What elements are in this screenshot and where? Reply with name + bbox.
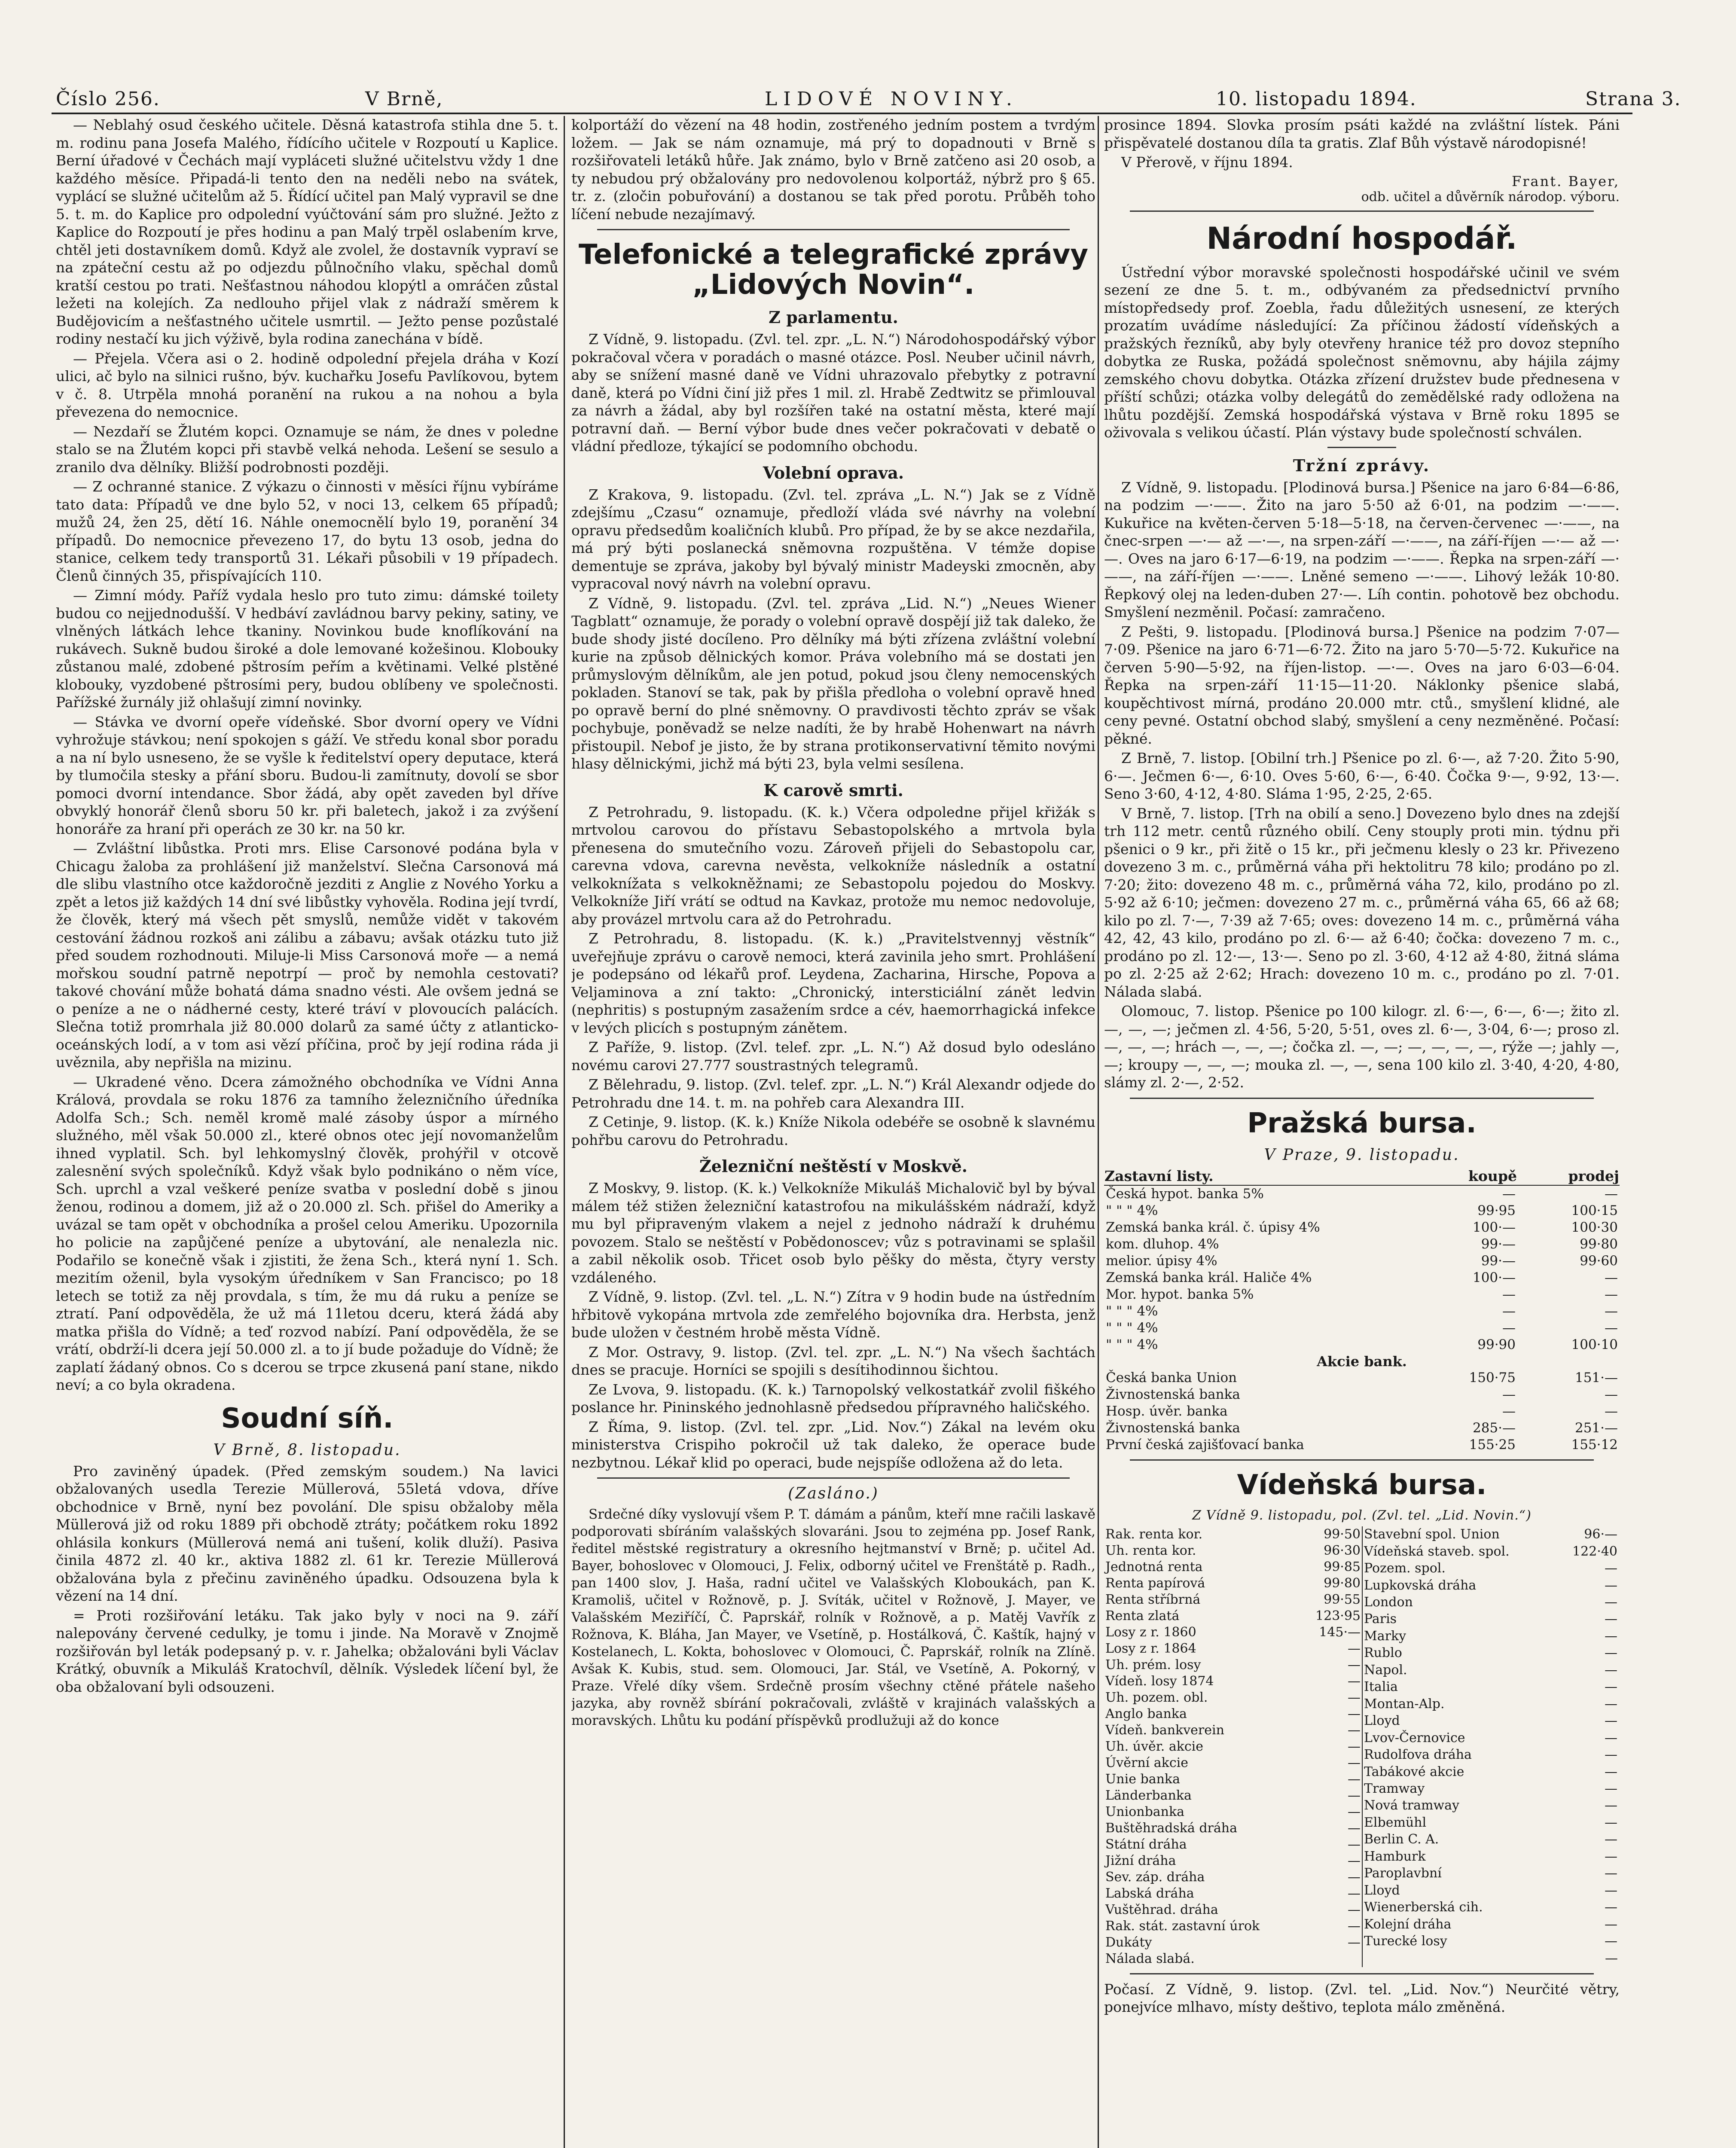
article-cetinje: Z Cetinje, 9. listop. (K. k.) Kníže Nikola odebéře se osobně k slavnému pohřbu carovu do Petrohradu.: [571, 1114, 1095, 1148]
vienna-right-row-v: —: [1605, 1883, 1617, 1898]
vienna-right-row: [1362, 1814, 1619, 1831]
zaslano-head: (Zasláno.): [788, 1485, 879, 1502]
vienna-right-row-name: Vídeňská staveb. spol.: [1364, 1544, 1510, 1559]
vienna-right-row-v: —: [1605, 1696, 1617, 1712]
vienna-right-row: [1362, 1865, 1619, 1882]
prague-quote-row-name: Zemská banka král. Haliče 4%: [1106, 1269, 1312, 1285]
vienna-left-row: [1104, 1739, 1362, 1755]
vienna-left-row-name: Jižní dráha: [1105, 1853, 1176, 1868]
vienna-left-row-v: —: [1348, 1918, 1361, 1934]
vienna-right-row-v: —: [1605, 1832, 1617, 1847]
vienna-right-row: [1362, 1882, 1619, 1899]
article-stavka-opera: — Stávka ve dvorní opeře vídeňské. Sbor dvorní opery ve Vídni vyhrožuje stávkou; není spokojen s gáží. Ve středu konal sbor poradu a na ní bylo usneseno, že se vyšle k ředitelství opery deputace, která by tlumočila stesky a přání sboru. Budou-li zamítnuty, dovolí se sbor pomoci dvorní intendance. Sbor žádá, aby opět zaveden byl dříve obvyklý honorář členů sboru 50 kr. při baletech, jakož i za zvýšení honoráře za hraní při operách ze 30 kr. na 50 kr.: [56, 713, 558, 837]
vienna-right-row-name: Elbemühl: [1364, 1815, 1427, 1830]
vienna-right-row: [1362, 1899, 1619, 1916]
vienna-right-row: [1362, 1764, 1619, 1780]
bank-share-row: [1104, 1370, 1620, 1386]
vienna-left-row: [1104, 1575, 1362, 1592]
article-belehrad: Z Bělehradu, 9. listop. (Zvl. telef. zpr. „L. N.“) Král Alexandr odjede do Petrohradu dne 14. t. m. na pohřeb cara Alexandra III.: [571, 1076, 1095, 1111]
column-rule-1: [564, 116, 565, 2148]
vienna-right-row: [1362, 1950, 1619, 1967]
vienna-right-row-name: Napol.: [1364, 1662, 1407, 1678]
vienna-left-row-v: —: [1348, 1771, 1361, 1787]
bank-share-row: [1104, 1386, 1620, 1403]
vienna-right-row-name: Italia: [1364, 1679, 1398, 1695]
vienna-right-row-name: Berlin C. A.: [1364, 1832, 1439, 1847]
prague-quote-row-sell: —: [1605, 1303, 1618, 1319]
vienna-left-row-name: Labská dráha: [1105, 1886, 1194, 1901]
vienna-right-row-name: Tabákové akcie: [1364, 1764, 1464, 1779]
prague-quote-row: [1104, 1219, 1620, 1236]
vienna-left-row: [1104, 1820, 1362, 1837]
vienna-right-row-v: —: [1605, 1730, 1617, 1745]
page-number: Strana 3.: [1585, 88, 1681, 110]
issue-number: Číslo 256.: [56, 88, 160, 110]
vienna-right-row-name: Lupkovská dráha: [1364, 1577, 1477, 1593]
article-petrohrad-2: Z Petrohradu, 8. listopadu. (K. k.) „Pravitelstvennyj věstník“ uveřejňuje zprávu o carově nemoci, která zavinila jeho smrt. Prohlášení je podepsáno od lékařů prof. Leydena, Zacharina, Hirsche, Popova a Veljaminova a zní takto: „Chronický, intersticiální zánět ledvin (nephritis) s postupným zasažením srdce a cév, haemorrhagická infekce v levých plicích s postupným zánětem.: [571, 930, 1095, 1036]
prague-quote-row-buy: 99·90: [1477, 1336, 1516, 1352]
vienna-left-row-v: —: [1348, 1641, 1361, 1656]
vienna-left-row-name: Vídeň. bankverein: [1105, 1722, 1224, 1738]
vienna-right-row: [1362, 1712, 1619, 1729]
vienna-right-row: [1362, 1526, 1619, 1543]
vienna-left-row-name: Rak. renta kor.: [1105, 1526, 1203, 1542]
header-city: V Brně,: [365, 88, 443, 110]
vienna-right-row: [1362, 1848, 1619, 1865]
vienna-right-row-v: —: [1605, 1561, 1617, 1576]
vienna-left-row: [1104, 1526, 1362, 1543]
signature-name: Frant. Bayer,: [1512, 173, 1620, 189]
vienna-right-row-name: Paroplavbní: [1364, 1866, 1442, 1881]
prague-quote-row: [1104, 1336, 1620, 1353]
article-vieden-herbst: Z Vídně, 9. listop. (Zvl. tel. „L. N.“) Zítra v 9 hodin bude na ústředním hřbitově vykopána mrtvola zde zemřelého bojovníka dra. Herbsta, jenž bude uložen v čestném hrobě města Vídně.: [571, 1288, 1095, 1341]
bank-share-row-sell: 151·—: [1574, 1370, 1618, 1385]
vienna-right-row-v: 122·40: [1572, 1544, 1617, 1559]
vienna-left-row-name: Uh. úvěr. akcie: [1105, 1739, 1204, 1754]
separator: [597, 229, 1070, 230]
vienna-left-row-name: Losy z r. 1860: [1105, 1624, 1196, 1640]
column-3: [1104, 116, 1620, 2148]
vienna-left-row-name: Sev. záp. dráha: [1105, 1869, 1205, 1885]
vienna-left-row: [1104, 1641, 1362, 1657]
vienna-left-row: [1104, 1771, 1362, 1788]
videnska-bursa-title: Vídeňská bursa.: [1237, 1469, 1487, 1501]
article-ostrava: Z Mor. Ostravy, 9. listop. (Zvl. tel. zpr. „L. N.“) Na všech šachtách dnes se pracuje. Horníci se spojili s desítihodinnou šichtou.: [571, 1343, 1095, 1378]
masthead: LIDOVÉ NOVINY.: [765, 88, 1018, 110]
prague-quote-row-buy: —: [1502, 1320, 1516, 1336]
vienna-left-row-v: —: [1348, 1804, 1361, 1819]
prazska-bursa-title: Pražská bursa.: [1247, 1107, 1477, 1139]
prague-quote-row-sell: —: [1605, 1269, 1618, 1285]
vienna-left-row: [1104, 1853, 1362, 1869]
vienna-right-table: [1362, 1526, 1620, 1967]
vienna-right-row: [1362, 1746, 1619, 1763]
vienna-right-row-v: —: [1605, 1577, 1617, 1593]
vienna-left-table: [1104, 1526, 1362, 1967]
prague-quote-row-sell: 99·80: [1580, 1236, 1618, 1252]
vienna-left-row-v: —: [1348, 1788, 1361, 1803]
vienna-right-row-v: —: [1605, 1934, 1617, 1949]
bank-share-row-name: Živnostenská banka: [1106, 1386, 1240, 1402]
prague-quote-row: [1104, 1320, 1620, 1336]
vienna-left-row-v: —: [1348, 1690, 1361, 1705]
vienna-right-row-name: London: [1364, 1595, 1413, 1610]
subhead-parlament: Z parlamentu.: [769, 308, 898, 327]
column-2: [571, 116, 1095, 2148]
col-head-name: Zastavní listy.: [1104, 1167, 1415, 1185]
prague-quote-row-sell: 100·30: [1571, 1219, 1618, 1235]
vienna-right-row: [1362, 1730, 1619, 1746]
column-rule-2: [1098, 116, 1099, 2148]
prague-quote-row-sell: 99·60: [1580, 1253, 1618, 1269]
vienna-right-row-v: —: [1605, 1628, 1617, 1644]
prague-quote-row-name: Zemská banka král. č. úpisy 4%: [1106, 1219, 1320, 1235]
vienna-right-row-name: Lloyd: [1364, 1713, 1400, 1729]
vienna-left-row-name: Rak. stát. zastavní úrok: [1105, 1918, 1260, 1934]
vienna-right-row-v: —: [1605, 1849, 1617, 1864]
article-lvov: Ze Lvova, 9. listopadu. (K. k.) Tarnopolský velkostatkář zvolil fiškého poslance hr. Pininského jednohlasně předsedou přípravného haličského.: [571, 1381, 1095, 1416]
vienna-right-row-name: Paris: [1364, 1611, 1397, 1627]
bank-share-row-buy: 150·75: [1469, 1370, 1516, 1385]
bank-share-row-name: Živnostenská banka: [1106, 1420, 1240, 1436]
vienna-left-row-name: Státní dráha: [1105, 1837, 1187, 1852]
bank-share-row-sell: —: [1605, 1386, 1618, 1402]
soudni-sin-dateline: V Brně, 8. listopadu.: [213, 1441, 401, 1459]
vienna-left-row-v: [1299, 1951, 1362, 1967]
prague-quote-row-name: " " " 4%: [1106, 1202, 1158, 1218]
market-brno-2: V Brně, 7. listop. [Trh na obilí a seno.] Dovezeno bylo dnes na zdejší trh 112 metr. centů různého obilí. Ceny stouply proti min. týdnu při pšenici o 9 kr., při žitě o 15 kr., při ječmenu klesly o 23 kr. Přivezeno dovezeno 3 m. c., průměrná váha při hektolitru 78 kilo; prodáno po zl. 7·20; žito: dovezeno 48 m. c., průměrná váha 72, kilo, prodáno po zl. 5·92 až 6·10; ječmen: dovezeno 27 m. c., průměrná váha 65, 66 až 68; kilo po zl. 7·—, 7·39 až 7·65; oves: dovezeno 14 m. c., průměrná váha 42, 42, 43 kilo, prodáno po zl. 6·— až 6·40; čočka: dovezeno 7 m. c., prodáno po zl. 12·—, 13·—. Seno po zl. 3·60, 4·12 až 4·80, žitná sláma po zl. 2·25 až 2·62; Hrach: dovezeno 10 m. c., prodáno po zl. 7·01. Nálada slabá.: [1104, 805, 1620, 1000]
vienna-left-row: [1104, 1608, 1362, 1624]
vienna-left-row: [1104, 1918, 1362, 1934]
article-petrohrad-1: Z Petrohradu, 9. listopadu. (K. k.) Včera odpoledne přijel křižák s mrtvolou carovou do přístavu Sebastopolského a mrtvola byla přenesena do smutečního vozu. Zároveň přijeli do Sebastopolu car, carevna vdova, carevna nevěsta, velkokníže následník a ostatní velkoknížata s velkokněžnami; ze Sebastopolu pojedou do Moskvy. Velkokníže Jiří vrátí se odtud na Kavkaz, protože mu nemoc nedovoluje, aby provázel mrtvolu cara až do Petrohradu.: [571, 803, 1095, 928]
vienna-left-row-name: Anglo banka: [1105, 1706, 1187, 1721]
vienna-right-row-v: —: [1605, 1679, 1617, 1695]
vienna-right-row: [1362, 1831, 1619, 1848]
vienna-left-row-v: —: [1348, 1820, 1361, 1836]
market-vieden: Z Vídně, 9. listopadu. [Plodinová bursa.] Pšenice na jaro 6·84—6·86, na podzim —·——. Žito na jaro 5·50 až 6·01, na podzim —·——. Kukuřice na květen-červen 5·18—5·18, na červen-červenec —·——, na čnec-srpen —·— až —·—, na srpen-září —·——, na září-říjen —·— až —·—. Oves na jaro 6·17—6·19, na podzim —·——. Řepka na srpen-září —·——, na září-říjen —·——. Lněné semeno —·——. Lihový ležák 10·80. Řepkový olej na leden-duben 27·—. Líh contin. pohotově bez obchodu. Smyšlení nezměnil. Počasí: zamračeno.: [1104, 479, 1620, 620]
prague-quote-row-sell: 100·15: [1571, 1202, 1618, 1218]
subhead-carove: K carově smrti.: [763, 780, 903, 800]
vienna-right-row: [1362, 1696, 1619, 1712]
bank-share-row: [1104, 1403, 1620, 1420]
vienna-left-row-name: Uh. prém. losy: [1105, 1657, 1201, 1672]
signature-title: odb. učitel a důvěrník národop. výboru.: [1361, 189, 1620, 204]
header-rule: [52, 113, 1632, 114]
soudni-sin-title: Soudní síň.: [221, 1402, 394, 1434]
vienna-left-row-v: 99·50: [1324, 1526, 1361, 1542]
vienna-left-row-name: Renta stříbrná: [1105, 1592, 1201, 1607]
vienna-right-row-v: —: [1605, 1781, 1617, 1797]
article-moskva: Z Moskvy, 9. listop. (K. k.) Velkokníže Mikuláš Michalovič byl by býval málem též stižen železniční katastrofou na mikulášském nádraží, když mu byl připraveným vlakem a nejel z jednoho nádraží k druhému povozem. Stalo se neštěstí v Pobědonoscev; vůz s potravinami se splašil a zabil několik osob. Třicet osob bylo pěšky do města, čtyry versty vzdáleného.: [571, 1180, 1095, 1286]
article-vieden-volby: Z Vídně, 9. listopadu. (Zvl. tel. zpráva „Lid. N.“) „Neues Wiener Tagblatt“ oznamuje, že porady o volební opravě dospějí již tak daleko, že bude shody jisté docíleno. Pro dělníky má býti zřízena zvláštní volební kurie na způsob dělnických komor. Práva volebního má se dostati jen průmyslovým dělníkům, ale jen potud, pokud jsou členy nemocenských pokladen. Stanoví se tak, pak by přišla předloha o volební opravě hned po opravě berní do plné sněmovny. O pravdivosti těchto zpráv se však pochybuje, poněvadž se nelze nadíti, že by hrabě Hohenwart na návrh přistoupil. Nebof je jisto, že by strana protikonservativní těmito novými hlasy dělnickými, jichž má býti 23, byla velmi sesílena.: [571, 595, 1095, 772]
market-pest: Z Pešti, 9. listopadu. [Plodinová bursa.] Pšenice na podzim 7·07—7·09. Pšenice na jaro 6·71—6·72. Žito na jaro 5·70—5·72. Kukuřice na červen 5·90—5·92, na říjen-listop. —·—. Oves na jaro 6·03—6·04. Řepka na srpen-září 11·15—11·20. Náklonky pšenice slabá, koupěchtivost mírná, prodáno 20.000 mtr. ctů., smyšlení klidné, ale ceny pevné. Ostatní obchod slabý, smyšlení a ceny nezměněné. Počasí: pěkné.: [1104, 623, 1620, 747]
vienna-right-row-v: —: [1605, 1900, 1617, 1915]
vienna-right-row-name: Marky: [1364, 1628, 1406, 1644]
article-zaslano: Srdečné díky vyslovují všem P. T. dámám a pánům, kteří mne račili laskavě podporovati sbíráním valašských slovaráni. Jsou to zejména pp. Josef Rank, ředitel městské registratury a okresního hejtmanství v Brně; p. učitel Ad. Bayer, bohoslovec v Olomouci, J. Felix, odborný učitel ve Frenštátě p. Radh., pan 1400 slov, J. Haša, radní učitel ve Valašských Kloboukách, pan K. Kramoliš, učitel v Rožnově, p. J. Svíták, učitel v Rožnově, J. Mayer, ve Valašském Meziříčí, Č. Paprskář, rolník v Rožnově, a p. Matěj Vavřík z Rožnova, K. Bláha, Jan Mayer, ve Vsetíně, p. Hostálková, Č. Kaštík, hajný v Kostelanech, L. Kokta, bohoslovec v Olomouci, Č. Paprskář, rolník na Zlíně. Avšak K. Kubis, stud. sem. Olomouci, Jar. Stál, ve Vsetíně, A. Pokorný, v Praze. Vřelé díky všem. Srdečně prosím všechny ctěné přátele našeho jazyka, aby rovněž sbírání pokračovali, zvláště v krajinách valašských a moravských. Lhůtu ku podání příspěvků prodlužuji až do konce: [571, 1507, 1095, 1728]
vienna-left-row: [1104, 1592, 1362, 1608]
article-zimni-mody: — Zimní módy. Paříž vydala heslo pro tuto zimu: dámské toilety budou co nejjednodušší. V hedbáví zavládnou barvy pekiny, satiny, ve vlněných látkách lehce tkaniny. Novinkou bude knoflíkování na rukávech. Sukně budou široké a dole lemované kožešinou. Klobouky zůstanou malé, zdobené pštrosím peřím a květinami. Velké plstěné klobouky, vyzdobené pštrosími pery, budou oblíbeny ve společnosti. Pařížské žurnály již ohlašují zimní novinky.: [56, 587, 558, 711]
vienna-right-row-name: Montan-Alp.: [1364, 1696, 1445, 1712]
vienna-left-row-v: 145·—: [1319, 1624, 1361, 1640]
narodni-hospodar-title: Národní hospodář.: [1206, 220, 1517, 256]
vienna-left-row: [1104, 1624, 1362, 1641]
vienna-right-row-v: —: [1605, 1866, 1617, 1881]
vienna-right-row-v: —: [1605, 1595, 1617, 1610]
vienna-right-row-v: —: [1605, 1611, 1617, 1627]
article-bayer-cont: prosince 1894. Slovka prosím psáti každé na zvláštní lístek. Páni přispěvatelé dostanou díla ta gratis. Zlaf Bůh výstavě národopisné!: [1104, 116, 1620, 151]
article-letaky: = Proti rozšiřování letáku. Tak jako byly v noci na 9. září nalepovány červené cedulky, je tomu i jinde. Na Moravě v Znojmě rozšiřován byl leták podepsaný p. v. r. Jahelka; obžalováni byli Václav Krátký, obuvník a Mikuláš Kratochvíl, dělník. Výsledek líčení byl, že oba obžalovaní byli odsouzeni.: [56, 1607, 558, 1695]
vienna-left-row-v: 99·85: [1324, 1559, 1361, 1574]
prague-quote-row: [1104, 1236, 1620, 1253]
vienna-left-row-name: Renta papírová: [1105, 1575, 1205, 1591]
vienna-right-row-name: [1362, 1950, 1556, 1967]
vienna-right-row-name: Rudolfova dráha: [1364, 1747, 1472, 1763]
vienna-left-row: [1104, 1902, 1362, 1918]
weather-report: Počasí. Z Vídně, 9. listop. (Zvl. tel. „Lid. Nov.“) Neurčité větry, ponejvíce mlhavo, místy deštivo, teplota málo změněná.: [1104, 1980, 1620, 2015]
article-parlament: Z Vídně, 9. listopadu. (Zvl. tel. zpr. „L. N.“) Národohospodářský výbor pokračoval včera v poradách o masné otázce. Posl. Neuber učinil návrh, aby se snížení masné daně ve Vídni uhrazovalo přebytky z potravní daně, která po Vídni činí již přes 1 mil. zl. Hrabě Zedtwitz se přimlouval za návrh a žádal, aby byl rozšířen také na ostatní města, které mají potravní daň. — Berní výbor bude dnes večer pokračovati v debatě o vládní předloze, týkající se podomního obchodu.: [571, 331, 1095, 455]
bank-share-row-buy: 285·—: [1472, 1420, 1516, 1436]
vienna-left-row-v: —: [1348, 1934, 1361, 1950]
vienna-left-row-name: Losy z r. 1864: [1105, 1641, 1196, 1656]
issue-date: 10. listopadu 1894.: [1216, 88, 1417, 110]
vienna-left-row-v: —: [1348, 1853, 1361, 1868]
bank-share-row-sell: —: [1605, 1403, 1618, 1419]
vienna-right-row-name: Pozem. spol.: [1364, 1561, 1446, 1576]
prague-quote-row: [1104, 1202, 1620, 1219]
prague-quote-row-name: kom. dluhop. 4%: [1106, 1236, 1219, 1252]
vienna-right-row-v: —: [1605, 1798, 1617, 1813]
vienna-left-row: [1104, 1657, 1362, 1673]
vienna-right-row-v: —: [1605, 1645, 1617, 1661]
article-upadek: Pro zaviněný úpadek. (Před zemským soudem.) Na lavici obžalovaných usedla Terezie Müllerová, 55letá vdova, dříve obchodnice v Brně, nyní bez povolání. Dle spisu obžaloby měla Müllerová již od roku 1889 při obchodě ztráty; počátkem roku 1892 ohlásila konkurs (Müllerová nemá ani tušení, kolik dluží). Pasiva činila 4872 zl. 40 kr., aktiva 1882 zl. 61 kr. Terezie Müllerová obžalována byla z přečinu zaviněného úpadku. Odsouzena byla k vězení na 14 dní.: [56, 1462, 558, 1604]
col-head-sell: prodej: [1517, 1167, 1620, 1185]
trzni-zpravy-title: Tržní zprávy.: [1293, 455, 1431, 475]
vienna-left-row: [1104, 1690, 1362, 1706]
vienna-left-row: [1104, 1722, 1362, 1739]
prague-quotes-table: [1104, 1167, 1620, 1353]
vienna-left-row-v: —: [1348, 1886, 1361, 1901]
vienna-right-row-name: Turecké losy: [1364, 1934, 1447, 1949]
vienna-left-row: [1104, 1543, 1362, 1559]
vienna-right-row-name: Hamburk: [1364, 1849, 1426, 1864]
subhead-moskva: Železniční neštěstí v Moskvě.: [699, 1156, 968, 1176]
prague-quote-row-sell: —: [1605, 1286, 1618, 1302]
telegraph-title: Telefonické a telegrafické zprávy „Lidových Novin“.: [578, 239, 1089, 301]
vienna-left-row-name: Länderbanka: [1105, 1788, 1192, 1803]
vienna-left-row-v: —: [1348, 1706, 1361, 1721]
vienna-left-row-name: Unionbanka: [1105, 1804, 1185, 1819]
vienna-left-row: [1104, 1886, 1362, 1902]
vienna-left-row-name: Jednotná renta: [1105, 1559, 1203, 1574]
separator: [597, 1477, 1070, 1479]
bank-share-row-name: Hosp. úvěr. banka: [1106, 1403, 1228, 1419]
vienna-right-row: [1362, 1780, 1619, 1797]
article-zluty-kopec: — Nezdaří se Žlutém kopci. Oznamuje se nám, že dnes v poledne stalo se na Žlutém kopci při stavbě velká nehoda. Lešení se sesulo a zranilo dva dělníky. Bližší podrobnosti později.: [56, 423, 558, 476]
bank-share-row-name: První česká zajišťovací banka: [1106, 1437, 1304, 1452]
vienna-left-row: [1104, 1706, 1362, 1722]
col-head-buy: koupě: [1415, 1167, 1517, 1185]
vienna-right-row: [1362, 1662, 1619, 1678]
vienna-left-row-name: Unie banka: [1105, 1771, 1180, 1787]
vienna-left-row-v: —: [1348, 1739, 1361, 1754]
bank-share-row-sell: 251·—: [1574, 1420, 1618, 1436]
vienna-right-row: [1362, 1797, 1619, 1814]
vienna-right-row: [1362, 1916, 1619, 1933]
prague-quote-row-buy: 99·95: [1477, 1202, 1516, 1218]
vienna-right-row-name: Kolejní dráha: [1364, 1916, 1452, 1932]
bank-share-row-name: Česká banka Union: [1106, 1370, 1237, 1385]
vienna-quotes: [1104, 1526, 1620, 1967]
vienna-left-row: [1104, 1673, 1362, 1690]
separator: [1130, 211, 1594, 212]
vienna-left-row-name: Uh. renta kor.: [1105, 1543, 1196, 1558]
prague-quote-row-sell: —: [1605, 1320, 1618, 1336]
vienna-right-row: [1362, 1543, 1619, 1560]
vienna-left-row: [1104, 1559, 1362, 1575]
vienna-left-row-v: —: [1348, 1673, 1361, 1689]
vienna-right-row: [1362, 1933, 1619, 1950]
vienna-left-row-name: Uh. pozem. obl.: [1105, 1690, 1208, 1705]
separator: [1130, 1098, 1594, 1099]
vienna-right-row-v: 96·—: [1584, 1527, 1617, 1542]
vienna-left-row-v: 96·30: [1324, 1543, 1361, 1558]
prague-quote-row-buy: 99·—: [1481, 1253, 1516, 1269]
prague-quote-row-buy: 100·—: [1472, 1269, 1516, 1285]
vienna-left-row-v: —: [1348, 1657, 1361, 1672]
vienna-right-row-v: —: [1605, 1916, 1617, 1932]
prague-quote-row-buy: —: [1502, 1186, 1516, 1202]
vienna-left-row: [1104, 1755, 1362, 1771]
vienna-left-row-v: 99·55: [1324, 1592, 1361, 1607]
vienna-left-row: [1104, 1837, 1362, 1853]
prague-quote-row-buy: —: [1502, 1286, 1516, 1302]
prague-quote-row-name: Mor. hypot. banka 5%: [1106, 1286, 1254, 1302]
article-ochranna-stanice: — Z ochranné stanice. Z výkazu o činnosti v měsíci říjnu vybíráme tato data: Případů ve dne bylo 52, v noci 13, celkem 65 případů; mužů 24, žen 25, dětí 16. Náhle onemocnělí bylo 19, poranění 34 případů. Do nemocnice převezeno 17, do bytu 13 osob, jedna do stanice, celkem tedy transportů 31. Lékaři působili v 19 případech. Členů činných 35, přispívajících 110.: [56, 478, 558, 584]
article-kolportaz: kolportáží do vězení na 48 hodin, zostřeného jedním postem a tvrdým ložem. — Jak se nám oznamuje, má prý to dopadnouti v Brně s rozšiřovateli letáků hůře. Jak známo, bylo v Brně zatčeno asi 20 osob, a ty nebudou prý obžalovány pro nedovolenou kolportáž, nýbrž pro § 65. tr. z. (zločin pobuřování) a dostanou se tak před porotu. Průběh toho líčení nebude nezajímavý.: [571, 116, 1095, 223]
prague-quote-row-name: " " " 4%: [1106, 1336, 1158, 1352]
vienna-right-row: [1362, 1645, 1619, 1662]
vienna-right-row: [1362, 1679, 1619, 1696]
prague-quote-row-buy: —: [1502, 1303, 1516, 1319]
vienna-right-row-name: Lvov-Černovice: [1364, 1730, 1465, 1745]
column-1: [56, 116, 558, 2148]
article-krakov: Z Krakova, 9. listopadu. (Zvl. tel. zpráva „L. N.“) Jak se z Vídně zdejšímu „Czasu“ oznamuje, předloží vláda své návrhy na volební opravu předsedům koaličních klubů. Pro případ, že by se akce nezdařila, má prý býti poslanecká sněmovna rozpuštěna. V témže dopise dementuje se zpráva, jakoby byl bývalý ministr Madeyski zmocněn, aby vypracoval nový návrh na volební opravu.: [571, 486, 1095, 592]
vienna-left-row: [1104, 1934, 1362, 1951]
vienna-left-row-name: Nálada slabá.: [1105, 1951, 1195, 1966]
vienna-left-row-v: —: [1348, 1837, 1361, 1852]
vienna-left-row-name: Buštěhradská dráha: [1105, 1820, 1237, 1836]
prague-quote-row-buy: 100·—: [1472, 1219, 1516, 1235]
article-prejela: — Přejela. Včera asi o 2. hodině odpolední přejela dráha v Kozí ulici, ač bylo na silnici rušno, býv. kuchařku Josefu Pavlíkovou, bytem v č. 8. Utrpěla mnohá poranění na rukou a na nohou a byla převezena do nemocnice.: [56, 350, 558, 420]
vienna-right-row-v: —: [1605, 1764, 1617, 1779]
vienna-right-row-v: —: [1605, 1713, 1617, 1729]
separator: [1130, 1459, 1594, 1461]
article-hospodarska: Ústřední výbor moravské společnosti hospodářské učinil ve svém sezení ze dne 5. t. m., odbývaném za předsednictví prvního místopředsedy prof. Zoebla, řadu důležitých usnesení, ze kterých prozatím uvádíme následující: Za příčinou žádostí vídeňských a pražských řezníků, aby byly otevřeny hranice též pro dovoz stepního dobytka ze Ruska, požádá společnost sněmovnu, aby hájila zájmy zemského chovu dobytka. Otázka zřízení družstev bude přednesena v příští schůzi; otázka volby delegátů do zemědělské rady odložena na lhůtu pozdější. Zemská hospodářská výstava v Brně roku 1895 se oživovala s velikou účastí. Plán výstavy bude společností schválen.: [1104, 263, 1620, 441]
vienna-right-row: [1362, 1628, 1619, 1645]
vienna-right-row: [1362, 1611, 1619, 1628]
article-ukradene-veno: — Ukradené věno. Dcera zámožného obchodníka ve Vídni Anna Králová, provdala se roku 1876 za tamního železničního úředníka Adolfa Sch.; Sch. neměl kromě malé zásoby úspor a mírného služného, měl však 50.000 zl., které obnos otec její novomanželům ihned vyplatil. Sch. byl lehkomyslný člověk, prohýřil v otcově zalesnění svých společníků. Když však bylo podnikáno o něm více, Sch. uprchl a vzal veškeré peníze svatba v poslední době s jinou ženou, rodinou a domem, již až o 20.000 zl. Sch. přišel do Ameriky a uvázal se tam opět v obchodníka a prošel celou Ameriku. Upozornila ho policie na zapůjčené peníze a ubytování, ale nenalezla nic. Podařilo se konečně však i zjistiti, že žena Sch., která nyní 1. Sch. mezitím oženil, byla vysokým úředníkem v San Francisco; po 18 letech se totiž za něj provdala, s tím, že mu dá ruku a peníze se ztratí. Paní odpověděla, že už má 11letou dceru, která žádá aby matka přišla do Vídně; a teď rozvod nabízí. Paní odpověděla, že se vrátí, obdrží-li dcera její 50.000 zl. a to jí bude požaduje do Vídně; že zaplatí žádaný obnos. Co s dcerou se trpce zkusená paní stane, nikdo neví; a co byla okradena.: [56, 1073, 558, 1393]
vienna-right-row: [1362, 1594, 1619, 1611]
prazska-bursa-dateline: V Praze, 9. listopadu.: [1264, 1146, 1460, 1164]
page-header: [56, 88, 1688, 114]
bank-share-row-buy: 155·25: [1469, 1437, 1516, 1452]
vienna-right-row-v: —: [1605, 1747, 1617, 1763]
subhead-volebni: Volební oprava.: [763, 463, 904, 482]
vienna-left-row-name: Vídeň. losy 1874: [1105, 1673, 1214, 1689]
prague-quote-row: [1104, 1303, 1620, 1320]
bank-share-row-sell: 155·12: [1571, 1437, 1618, 1452]
vienna-right-row-name: Nová tramway: [1364, 1798, 1459, 1813]
vienna-left-row: [1104, 1788, 1362, 1804]
vienna-right-row-name: Wienerberská cih.: [1364, 1900, 1483, 1915]
vienna-left-row-name: Vuštěhrad. dráha: [1105, 1902, 1218, 1917]
vienna-left-row-v: 99·80: [1324, 1575, 1361, 1591]
prague-quote-row: [1104, 1286, 1620, 1303]
separator: [1327, 447, 1396, 448]
vienna-left-row-name: Renta zlatá: [1105, 1608, 1180, 1623]
vienna-right-row-v: —: [1605, 1815, 1617, 1830]
prague-quote-row-sell: 100·10: [1571, 1336, 1618, 1352]
vienna-right-row-name: Tramway: [1364, 1781, 1425, 1797]
vienna-left-row-v: —: [1348, 1755, 1361, 1770]
vienna-left-row-name: Úvěrní akcie: [1105, 1755, 1188, 1770]
vienna-right-row-name: Rublo: [1364, 1645, 1402, 1661]
bank-shares-table: [1104, 1370, 1620, 1453]
vienna-right-row: [1362, 1560, 1619, 1577]
prague-quote-row-sell: —: [1605, 1186, 1618, 1202]
prague-quote-row-name: Česká hypot. banka 5%: [1106, 1186, 1264, 1202]
market-brno-1: Z Brně, 7. listop. [Obilní trh.] Pšenice po zl. 6·—, až 7·20. Žito 5·90, 6·—. Ječmen 6·—, 6·10. Oves 5·60, 6·—, 6·40. Čočka 9·—, 9·92, 13·—. Seno 3·60, 4·12, 4·80. Sláma 1·95, 2·25, 2·65.: [1104, 750, 1620, 802]
vienna-left-row-v: —: [1348, 1869, 1361, 1885]
vienna-left-row-name: Dukáty: [1105, 1934, 1152, 1950]
akcie-bank-head: Akcie bank.: [1317, 1353, 1407, 1370]
vienna-left-row-v: —: [1348, 1902, 1361, 1917]
bayer-place: V Přerově, v říjnu 1894.: [1121, 154, 1293, 171]
vienna-right-row-name: Stavební spol. Union: [1364, 1527, 1500, 1542]
market-olomouc: Olomouc, 7. listop. Pšenice po 100 kilogr. zl. 6·—, 6·—, 6·—; žito zl. —, —, —; ječmen zl. 4·56, 5·20, 5·51, oves zl. 6·—, 3·04, 6·—; proso zl. —, —, —; hrách —, —, —; čočka zl. —, —; —, —, —, —, rýže —; jahly —, —; kroupy —, —, —; mouka zl. —, —, sena 100 kilo zl. 3·40, 4·20, 4·80, slámy zl. 2·—, 2·52.: [1104, 1003, 1620, 1091]
prague-quote-row-name: " " " 4%: [1106, 1303, 1158, 1319]
bank-share-row: [1104, 1420, 1620, 1437]
prague-quote-row: [1104, 1253, 1620, 1269]
vienna-right-row-v: —: [1605, 1950, 1618, 1966]
prague-quote-row-name: melior. úpisy 4%: [1106, 1253, 1217, 1269]
prague-quote-row: [1104, 1185, 1620, 1202]
prague-quote-row-name: " " " 4%: [1106, 1320, 1158, 1336]
separator: [1130, 1973, 1594, 1974]
vienna-left-row-v: —: [1348, 1722, 1361, 1738]
bank-share-row-buy: —: [1502, 1386, 1516, 1402]
article-rim: Z Říma, 9. listop. (Zvl. tel. zpr. „Lid. Nov.“) Zákal na levém oku ministerstva Crispiho pokročil už tak daleko, že operace bude nezbytnou. Lékař klid po operaci, bude nejspíše odložena až do leta.: [571, 1418, 1095, 1471]
article-malý: — Neblahý osud českého učitele. Děsná katastrofa stihla dne 5. t. m. rodinu pana Josefa Malého, řídícího učitele v Rozpoutí u Kaplice. Berní úřadové v Čechách mají vypláceti služné učitelstvu vždy 1 dne každého měsíce. Připadá-li tento den na neděli nebo na svátek, vyplácí se služné učitelům až 5. Řídící učitel pan Malý vypravil se dne 5. t. m. do Kaplice pro odpolední vyúčtování sám pro služné. Ježto z Kaplice do Rozpoutí je přes hodinu a pan Malý trpěl oslabením krve, chtěl jeti dostavníkem domů. Když ale zvolel, že dostavník vypraví se na zpáteční cestu až po odjezdu půlnočního vlaku, spěchal domů kratší cestou po trati. Nešťastnou náhodou klopýtl a omráčen zůstal ležeti na kolejích. Za nedlouho přijel vlak z nádraží směrem k Budějovicím a nešťastného učitele usmrtil. — Ježto pense pozůstalé rodiny nestačí ku jich výživě, byla rodina zanechána v bídě.: [56, 116, 558, 347]
videnska-bursa-dateline: Z Vídně 9. listopadu, pol. (Zvl. tel. „Lid. Novin.“): [1192, 1507, 1532, 1523]
article-libustka: — Zvláštní libůstka. Proti mrs. Elise Carsonové podána byla v Chicagu žaloba za prohlášení již manželství. Slečna Carsonová má dle slibu vlastního otce každoročně jezditi z Anglie z Nového Yorku a zpět a letos již každých 14 dní své libůstky vyhověla. Rodina její tvrdí, že člověk, který má všech pět smyslů, nemůže vidět v takovém cestování žádnou rozkoš ani zálibu a zábavu; avšak otázku tuto již před soudem rozhodnouti. Miluje-li Miss Carsonová moře — a nemá mořskou soudní patrně nepotrpí — proč by nemohla cestovati? takové chování může bohatá dáma snadno vésti. Ale ovšem jedná se o peníze a ne o nádherné cesty, které tráví v plovoucích palácích. Slečna totiž promrhala již 80.000 dolarů za samé účty z atlanticko-oceánských lodí, a v tom asi vězí příčina, proč by její rodina ráda ji uvěznila, aby nepřišla na mizinu.: [56, 840, 558, 1071]
prague-quote-row: [1104, 1269, 1620, 1286]
bank-share-row-buy: —: [1502, 1403, 1516, 1419]
bank-share-row: [1104, 1437, 1620, 1453]
article-pariz: Z Paříže, 9. listop. (Zvl. telef. zpr. „L. N.“) Až dosud bylo odesláno novému carovi 27.777 soustrastných telegramů.: [571, 1039, 1095, 1074]
vienna-left-row-v: 123·95: [1315, 1608, 1361, 1623]
vienna-right-row: [1362, 1577, 1619, 1594]
vienna-left-row: [1104, 1951, 1362, 1967]
vienna-left-row: [1104, 1869, 1362, 1886]
vienna-right-row-name: Lloyd: [1364, 1883, 1400, 1898]
vienna-left-row: [1104, 1804, 1362, 1820]
prague-quote-row-buy: 99·—: [1481, 1236, 1516, 1252]
vienna-right-row-v: —: [1605, 1662, 1617, 1678]
